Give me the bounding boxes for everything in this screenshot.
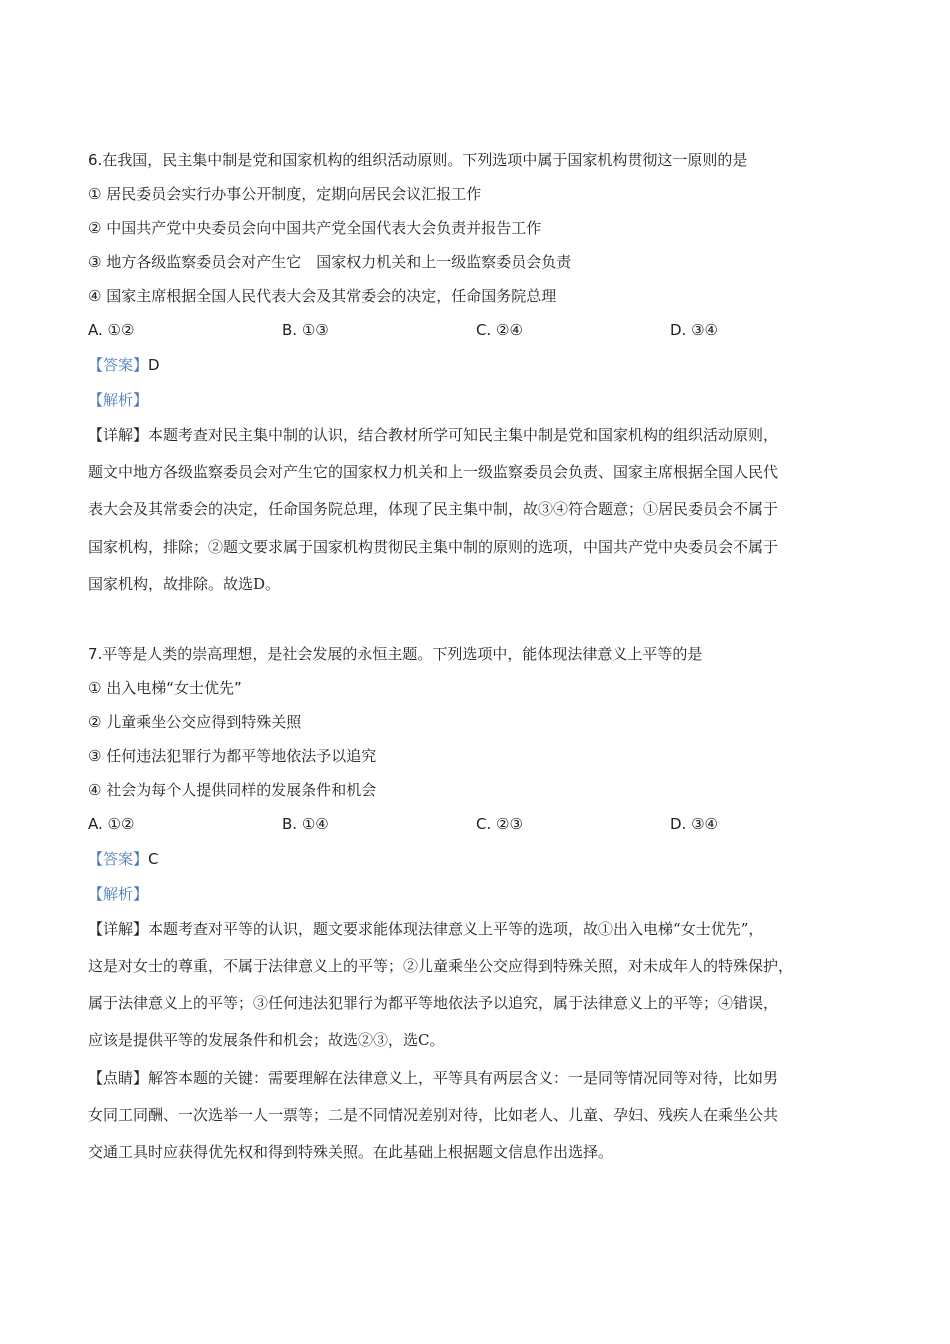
q7-item-2: ② 儿童乘坐公交应得到特殊关照 xyxy=(88,713,302,731)
q6-answer xyxy=(88,355,160,375)
q6-detail-line-3: 表大会及其常委会的决定，任命国务院总理，体现了民主集中制，故③④符合题意；①居民委员会不属于 xyxy=(88,500,779,518)
q6-stem: 6.在我国，民主集中制是党和国家机构的组织活动原则。下列选项中属于国家机构贯彻这一原则的是 xyxy=(88,151,748,169)
q6-detail-line-4: 国家机构，排除；②题文要求属于国家机构贯彻民主集中制的原则的选项，中国共产党中央委员会不属于 xyxy=(88,538,779,556)
q7-point-line-3: 交通工具时应获得优先权和得到特殊关照。在此基础上根据题文信息作出选择。 xyxy=(88,1143,614,1161)
q6-analysis-tag: 【解析】 xyxy=(88,391,149,409)
q7-item-1: ① 出入电梯“女士优先” xyxy=(88,679,242,697)
q7-option-a: A. ①② xyxy=(88,815,135,833)
q7-detail-tag: 【详解】 xyxy=(88,920,149,938)
q6-detail-line-1 xyxy=(88,425,778,445)
q6-item-4: ④ 国家主席根据全国人民代表大会及其常委会的决定，任命国务院总理 xyxy=(88,287,557,305)
q6-option-d: D. ③④ xyxy=(670,321,718,339)
q6-option-a: A. ①② xyxy=(88,321,135,339)
q7-option-b: B. ①④ xyxy=(282,815,329,833)
q7-option-c: C. ②③ xyxy=(476,815,523,833)
q6-option-c: C. ②④ xyxy=(476,321,523,339)
q7-answer-value: C xyxy=(148,850,159,868)
q7-point-tag: 【点睛】 xyxy=(88,1069,149,1087)
q7-point-text-1: 解答本题的关键：需要理解在法律意义上，平等具有两层含义：一是同等情况同等对待，比如男 xyxy=(148,1069,779,1087)
q7-detail-text-1: 本题考查对平等的认识，题文要求能体现法律意义上平等的选项，故①出入电梯“女士优先”， xyxy=(148,920,764,938)
q6-answer-tag: 【答案】 xyxy=(88,356,149,374)
q6-detail-line-2: 题文中地方各级监察委员会对产生它的国家权力机关和上一级监察委员会负责、国家主席根据全国人民代 xyxy=(88,463,779,481)
q7-analysis-tag: 【解析】 xyxy=(88,885,149,903)
q7-point-line-2: 女同工同酬、一次选举一人一票等；二是不同情况差别对待，比如老人、儿童、孕妇、残疾人在乘坐公共 xyxy=(88,1106,779,1124)
q7-answer-tag: 【答案】 xyxy=(88,850,149,868)
q6-detail-line-5: 国家机构，故排除。故选D。 xyxy=(88,575,281,593)
q6-item-2: ② 中国共产党中央委员会向中国共产党全国代表大会负责并报告工作 xyxy=(88,219,542,237)
q6-option-b: B. ①③ xyxy=(282,321,329,339)
q7-detail-line-2: 这是对女士的尊重，不属于法律意义上的平等；②儿童乘坐公交应得到特殊关照，对未成年人的特殊保护， xyxy=(88,957,794,975)
q7-point-line-1 xyxy=(88,1068,778,1088)
q7-stem: 7.平等是人类的崇高理想，是社会发展的永恒主题。下列选项中，能体现法律意义上平等的是 xyxy=(88,645,703,663)
q6-item-3: ③ 地方各级监察委员会对产生它 国家权力机关和上一级监察委员会负责 xyxy=(88,253,572,271)
q7-item-4: ④ 社会为每个人提供同样的发展条件和机会 xyxy=(88,781,377,799)
q7-detail-line-4: 应该是提供平等的发展条件和机会；故选②③，选C。 xyxy=(88,1031,445,1049)
q7-answer xyxy=(88,849,159,869)
q6-item-1: ① 居民委员会实行办事公开制度，定期向居民会议汇报工作 xyxy=(88,185,482,203)
q7-detail-line-3: 属于法律意义上的平等；③任何违法犯罪行为都平等地依法予以追究，属于法律意义上的平等；④错误， xyxy=(88,994,779,1012)
q7-detail-line-1 xyxy=(88,919,763,939)
q7-option-d: D. ③④ xyxy=(670,815,718,833)
q6-detail-text-1: 本题考查对民主集中制的认识，结合教材所学可知民主集中制是党和国家机构的组织活动原则， xyxy=(148,426,779,444)
q7-item-3: ③ 任何违法犯罪行为都平等地依法予以追究 xyxy=(88,747,377,765)
q6-answer-value: D xyxy=(148,356,160,374)
q6-detail-tag: 【详解】 xyxy=(88,426,149,444)
